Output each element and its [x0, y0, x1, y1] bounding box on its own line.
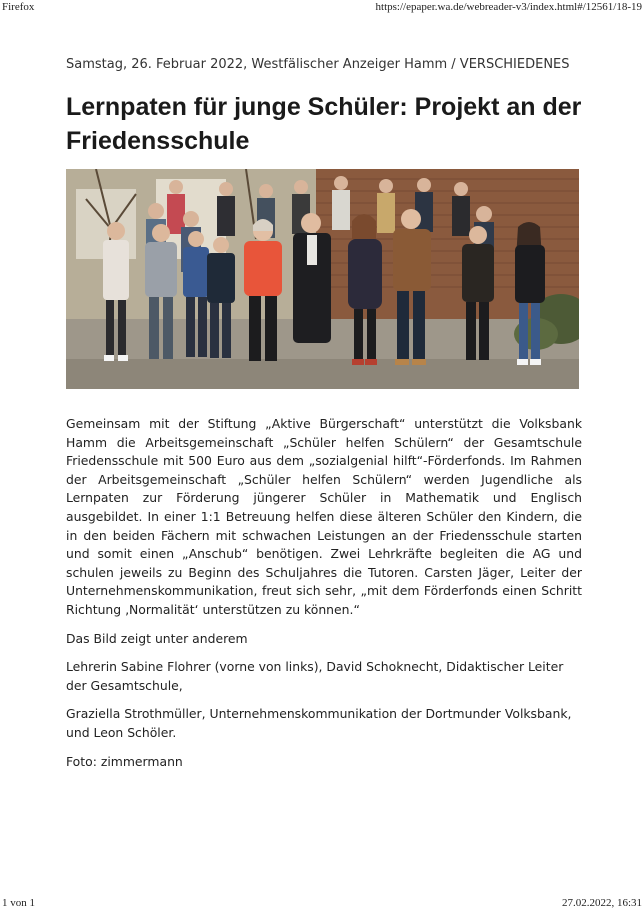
article-paragraph: Gemeinsam mit der Stiftung „Aktive Bürgerschaft“ unterstützt die Volksbank Hamm die Arbeitsgemeinschaft „Schüler helfen Schülern“ der Gesamtschule Friedensschule mit 500 Euro aus dem „sozialgenial hilft“-Förderfonds. Im Rahmen der Arbeitsgemeinschaft „Schüler helfen Schülern“ werden Jugendliche als Lernpaten zur Förderung jüngerer Schüler in Mathematik und Englisch ausgebildet. In einer 1:1 Betreuung helfen diese älteren Schüler den Kindern, die in den beiden Fächern mit schwachen Leistungen an der Friedensschule starten und somit einen „Anschub“ benötigen. Zwei Lehrkräfte begleiten die AG und schulen jeweils zu Beginn des Schuljahres die Tutoren. Carsten Jäger, Leiter der Unternehmenskommunikation, freut sich sehr, „mit dem Förderfonds einen Schritt Richtung ‚Normalität‘ unterstützen zu können.“ [66, 416, 582, 617]
print-footer [0, 897, 644, 911]
page-url[interactable]: https://epaper.wa.de/webreader-v3/index.html#/12561/18-19 [375, 1, 642, 13]
photo-credit: Foto: zimmermann [66, 753, 183, 769]
article-dateline: Samstag, 26. Februar 2022, Westfälischer Anzeiger Hamm / VERSCHIEDENES [66, 57, 570, 72]
browser-name: Firefox [2, 1, 35, 13]
print-timestamp: 27.02.2022, 16:31 [561, 897, 642, 909]
photo-caption-line: Graziella Strothmüller, Unternehmenskommunikation der Dortmunder Volksbank, und Leon Schöler. [66, 706, 572, 740]
photo-caption-intro: Das Bild zeigt unter anderem [66, 630, 248, 646]
photo-caption-line: Lehrerin Sabine Flohrer (vorne von links), David Schoknecht, Didaktischer Leiter der Gesamtschule, [66, 659, 564, 693]
article-headline: Lernpaten für junge Schüler: Projekt an der Friedensschule [66, 93, 582, 155]
page-counter: 1 von 1 [2, 897, 35, 909]
print-header [0, 0, 644, 14]
article-body [66, 415, 582, 781]
article-photo [66, 169, 579, 389]
